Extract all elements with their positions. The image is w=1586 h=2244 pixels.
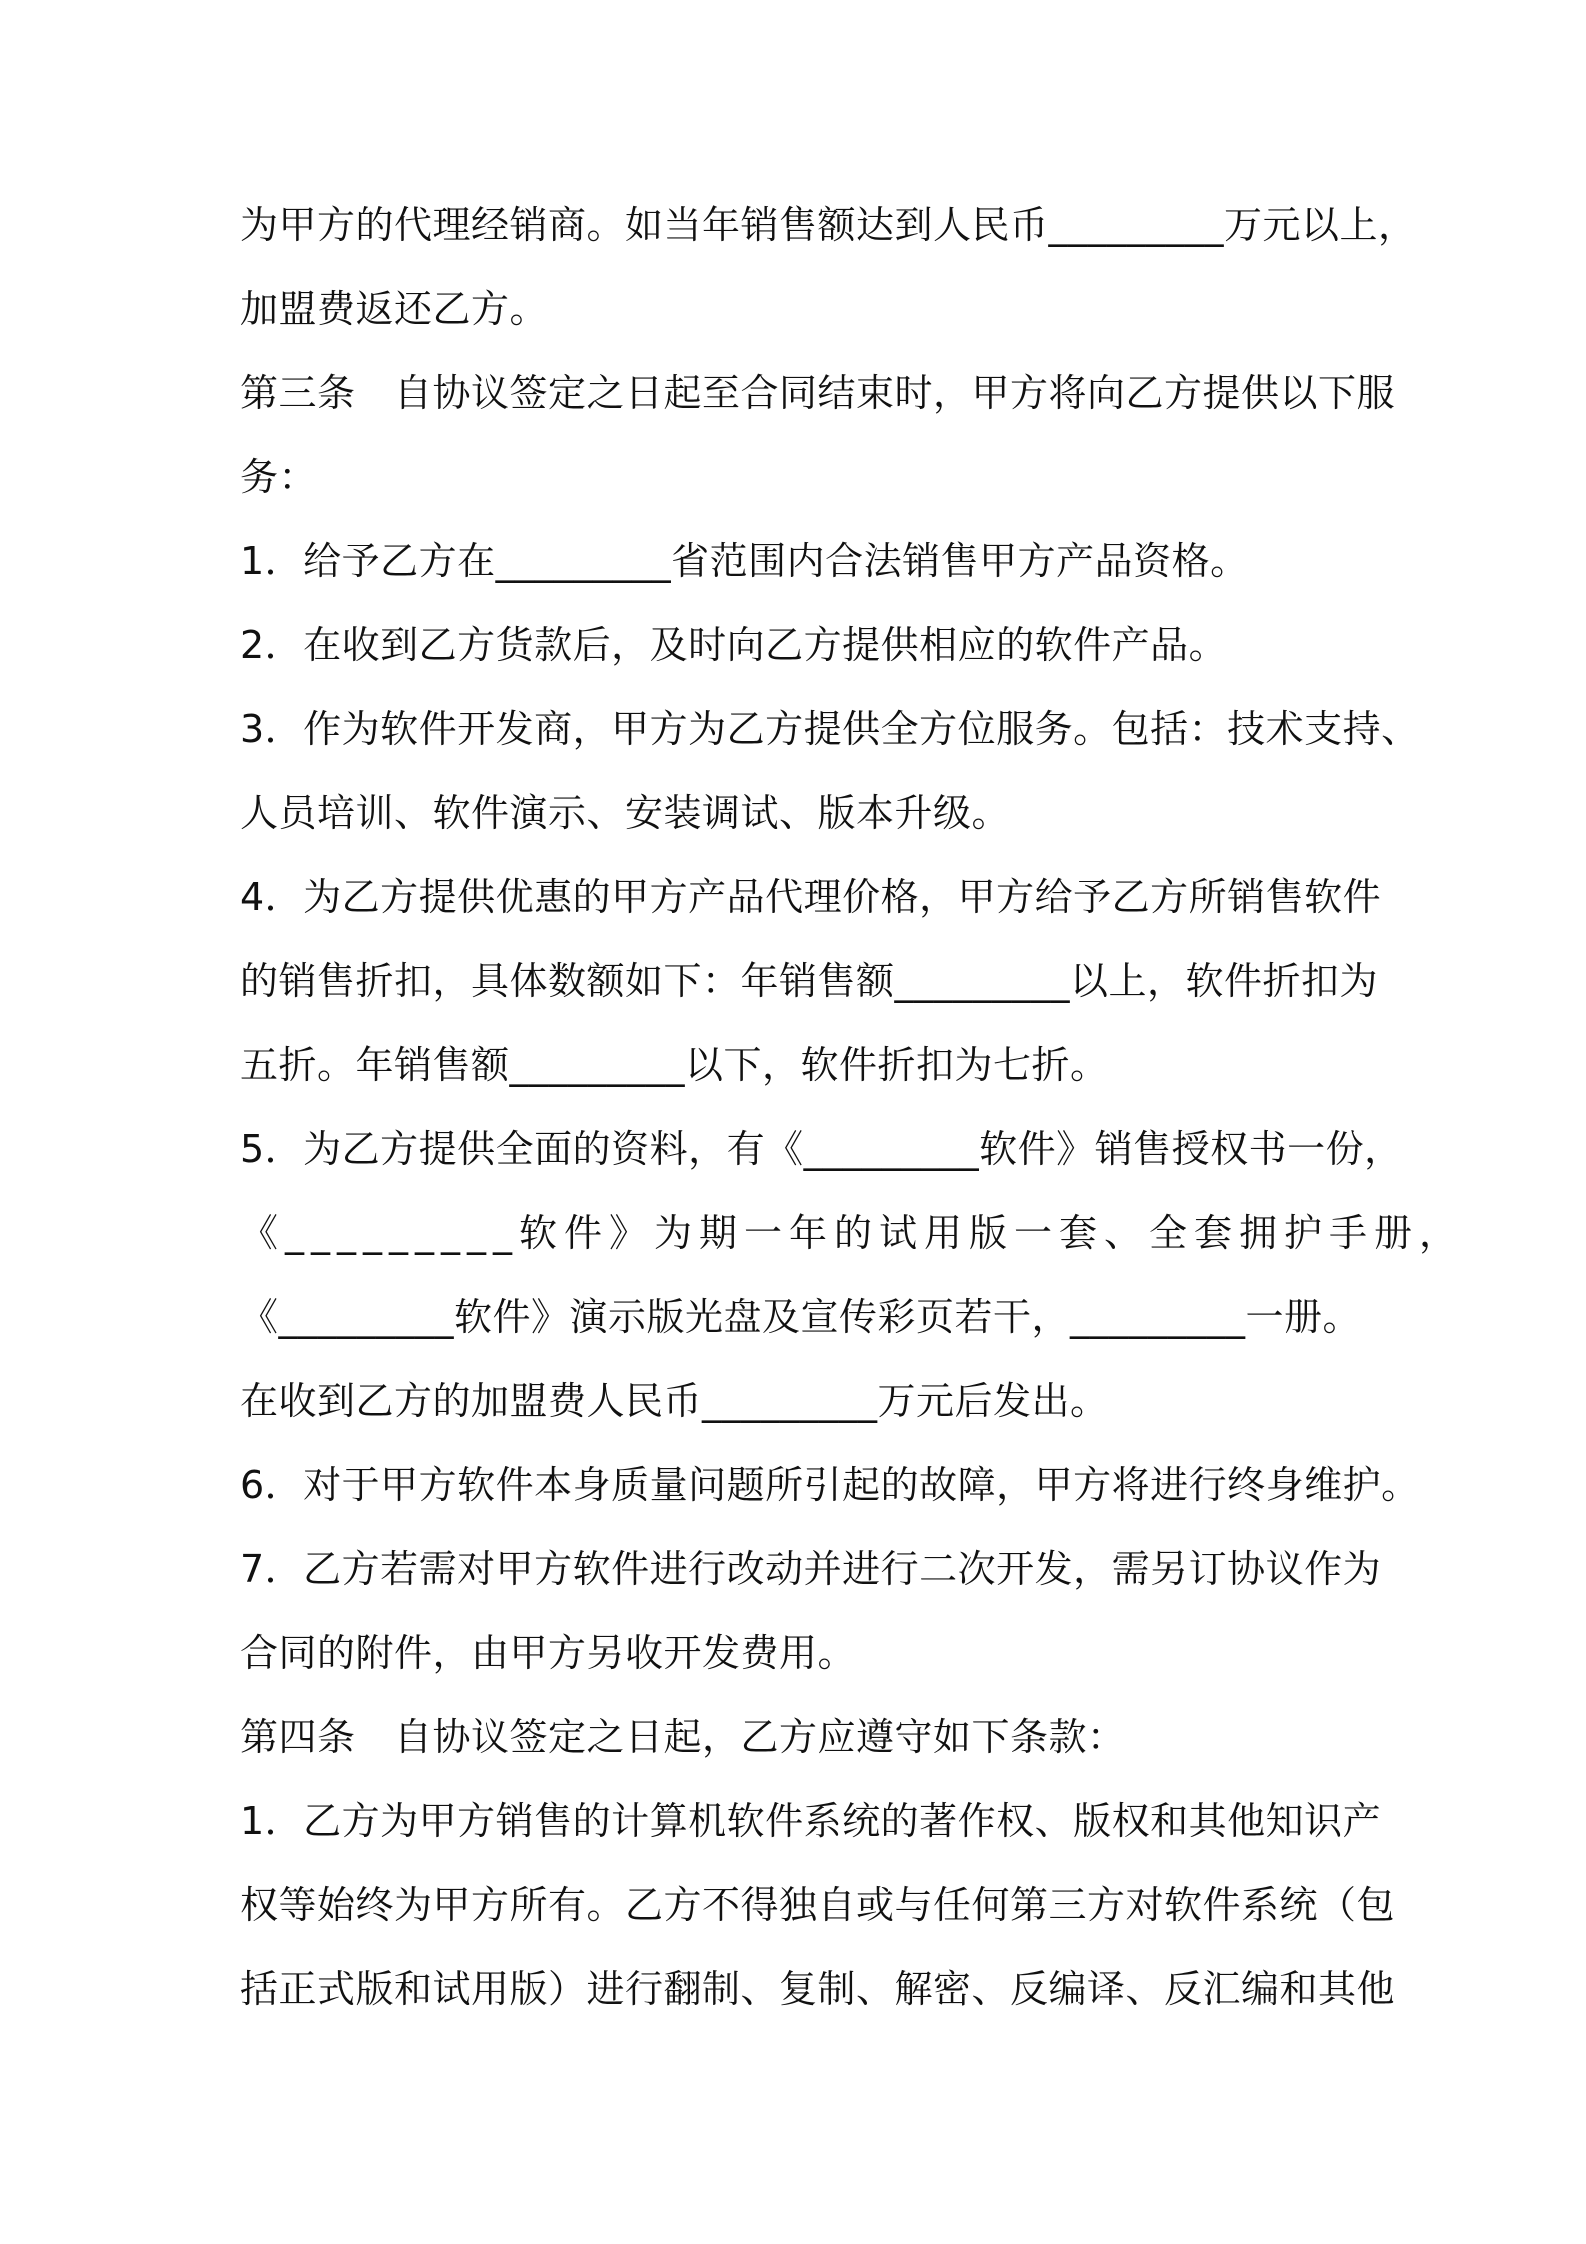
text-line: 在收到乙方的加盟费人民币_________万元后发出。 bbox=[240, 1379, 1109, 1423]
text-line: 加盟费返还乙方。 bbox=[240, 287, 549, 331]
text-line: 权等始终为甲方所有。乙方不得独自或与任何第三方对软件系统（包 bbox=[240, 1883, 1396, 1927]
list-item: 5．为乙方提供全面的资料，有《_________软件》销售授权书一份， bbox=[240, 1127, 1403, 1171]
text-line: 括正式版和试用版）进行翻制、复制、解密、反编译、反汇编和其他 bbox=[240, 1967, 1396, 2011]
text-line: 务： bbox=[240, 455, 318, 499]
list-item: 7．乙方若需对甲方软件进行改动并进行二次开发，需另订协议作为 bbox=[240, 1547, 1382, 1591]
article-4-heading-line: 第四条 自协议签定之日起，乙方应遵守如下条款： bbox=[240, 1715, 1126, 1759]
list-item: 1．乙方为甲方销售的计算机软件系统的著作权、版权和其他知识产 bbox=[240, 1799, 1382, 1843]
list-item: 2．在收到乙方货款后，及时向乙方提供相应的软件产品。 bbox=[240, 623, 1228, 667]
text-line: 的销售折扣，具体数额如下：年销售额_________以上，软件折扣为 bbox=[240, 959, 1379, 1003]
article-3-heading-line: 第三条 自协议签定之日起至合同结束时，甲方将向乙方提供以下服 bbox=[240, 371, 1396, 415]
list-item: 3．作为软件开发商，甲方为乙方提供全方位服务。包括：技术支持、 bbox=[240, 707, 1420, 751]
text-line: 人员培训、软件演示、安装调试、版本升级。 bbox=[240, 791, 1011, 835]
list-item: 6．对于甲方软件本身质量问题所引起的故障，甲方将进行终身维护。 bbox=[240, 1463, 1420, 1507]
text-line: 为甲方的代理经销商。如当年销售额达到人民币_________万元以上， bbox=[240, 203, 1417, 247]
list-item: 1．给予乙方在_________省范围内合法销售甲方产品资格。 bbox=[240, 539, 1249, 583]
text-line: 《_________软件》为期一年的试用版一套、全套拥护手册， bbox=[240, 1211, 1465, 1255]
text-line: 合同的附件，由甲方另收开发费用。 bbox=[240, 1631, 857, 1675]
text-line: 五折。年销售额_________以下，软件折扣为七折。 bbox=[240, 1043, 1109, 1087]
text-line: 《_________软件》演示版光盘及宣传彩页若干，_________一册。 bbox=[240, 1295, 1362, 1339]
list-item: 4．为乙方提供优惠的甲方产品代理价格，甲方给予乙方所销售软件 bbox=[240, 875, 1382, 919]
